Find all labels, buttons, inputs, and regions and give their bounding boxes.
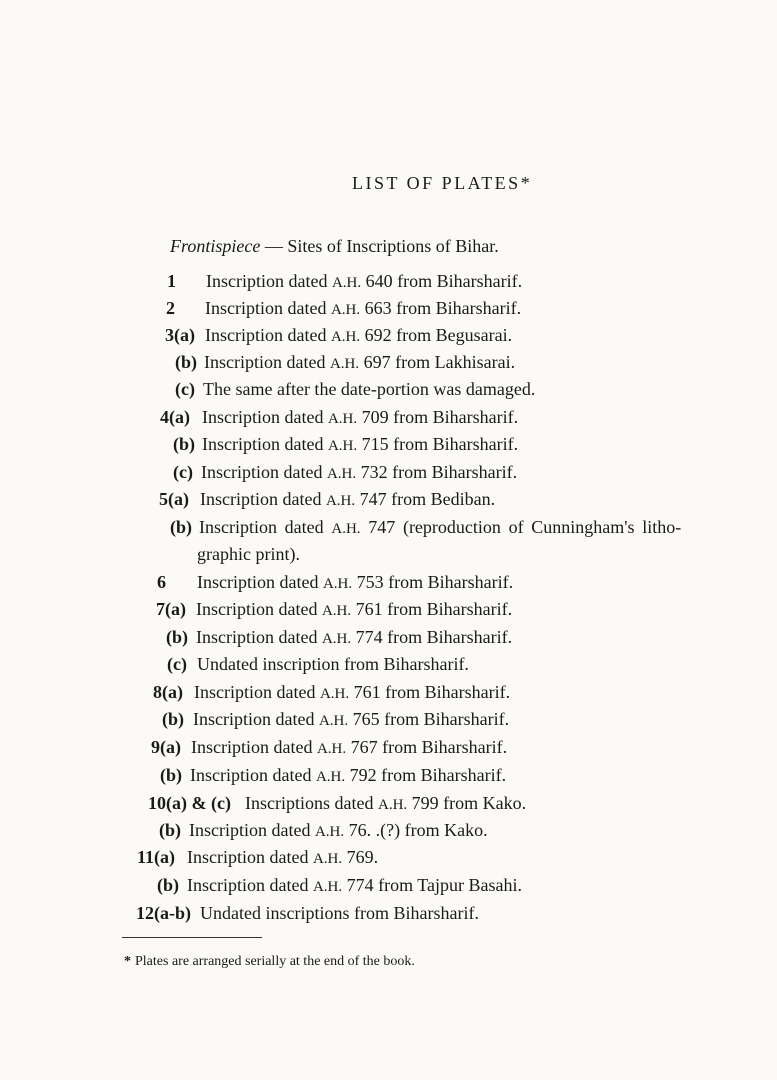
plate-description: Inscription dated A.H. 697 from Lakhisarai.: [204, 352, 516, 372]
plate-entry: [0, 571, 777, 593]
plate-entry: [0, 708, 777, 730]
plate-description: Undated inscriptions from Biharsharif.: [200, 903, 479, 923]
plate-description: Inscription dated A.H. 792 from Biharsharif.: [190, 765, 507, 785]
plate-description: Inscription dated A.H. 663 from Biharsharif.: [205, 298, 522, 318]
plate-description: Inscription dated A.H. 76. .(?) from Kako.: [189, 820, 488, 840]
plate-description: The same after the date-portion was damaged.: [203, 379, 536, 399]
plate-number: 3(a): [165, 325, 195, 345]
plate-description: Inscription dated A.H. 774 from Tajpur Basahi.: [187, 875, 523, 895]
plate-number: 10(a) & (c): [148, 793, 231, 813]
plate-number: 8(a): [153, 682, 183, 702]
plate-entry: [0, 792, 777, 814]
plate-number: 5(a): [159, 489, 189, 509]
plate-number: (b): [160, 765, 182, 785]
plate-entry: [0, 378, 777, 400]
plate-entry: [0, 819, 777, 841]
plate-number: (b): [157, 875, 179, 895]
plate-number: (b): [166, 627, 188, 647]
frontispiece-label: Frontispiece: [170, 236, 261, 256]
plate-number: (c): [173, 462, 193, 482]
plate-number: (c): [175, 379, 195, 399]
plate-number: (b): [175, 352, 197, 372]
plate-entry: [0, 874, 777, 896]
plate-description: Inscription dated A.H. 747 (reproduction of Cunningham's litho-: [199, 517, 682, 537]
plate-entry: [0, 902, 777, 924]
plate-number: (b): [170, 517, 192, 537]
plate-entry: [0, 764, 777, 786]
plate-number: 12(a-b): [136, 903, 191, 923]
plate-description: Inscription dated A.H. 747 from Bediban.: [200, 489, 496, 509]
plate-number: (b): [162, 709, 184, 729]
footnote-text: Plates are arranged serially at the end of the book.: [135, 954, 415, 969]
plate-description: Inscription dated A.H. 765 from Biharsharif.: [193, 709, 510, 729]
plate-description: Inscription dated A.H. 692 from Begusarai.: [205, 325, 513, 345]
frontispiece-text: Sites of Inscriptions of Bihar.: [287, 236, 499, 256]
plate-description: Inscription dated A.H. 761 from Biharsharif.: [196, 599, 513, 619]
plate-entry: [0, 324, 777, 346]
plate-description: Inscription dated A.H. 769.: [187, 847, 379, 867]
plate-entry: [0, 433, 777, 455]
page-title: [352, 172, 532, 194]
plate-entry: [0, 736, 777, 758]
plate-description: Inscription dated A.H. 767 from Biharsharif.: [191, 737, 508, 757]
plate-description: Inscription dated A.H. 709 from Biharsharif.: [202, 407, 519, 427]
plate-entry: [0, 516, 777, 566]
plate-number: 9(a): [151, 737, 181, 757]
plate-entry: [0, 653, 777, 675]
plate-number: 11(a): [137, 847, 175, 867]
plate-number: 7(a): [156, 599, 186, 619]
plate-entry: [0, 351, 777, 373]
plate-entry: [0, 488, 777, 510]
plate-description: Inscription dated A.H. 761 from Biharsharif.: [194, 682, 511, 702]
title-text: LIST OF PLATES: [352, 173, 521, 193]
plate-number: (c): [167, 654, 187, 674]
plate-description: Undated inscription from Biharsharif.: [197, 654, 469, 674]
plate-number: 4(a): [160, 407, 190, 427]
plate-entry: [0, 598, 777, 620]
plate-number: 2: [166, 298, 175, 318]
plate-description: Inscription dated A.H. 715 from Biharsharif.: [202, 434, 519, 454]
footnote: [124, 953, 415, 971]
footnote-rule: [122, 937, 262, 938]
title-footnote-marker: *: [520, 173, 533, 193]
plate-number: (b): [159, 820, 181, 840]
plate-description: Inscription dated A.H. 774 from Biharsharif.: [196, 627, 513, 647]
plate-description: Inscription dated A.H. 732 from Biharsharif.: [201, 462, 518, 482]
frontispiece-line: [170, 235, 499, 257]
plate-entry: [0, 406, 777, 428]
plate-number: 6: [157, 572, 166, 592]
plate-number: (b): [173, 434, 195, 454]
frontispiece-separator: —: [260, 236, 288, 256]
plate-description: Inscriptions dated A.H. 799 from Kako.: [245, 793, 527, 813]
plate-entry: [0, 681, 777, 703]
plate-entry: [0, 846, 777, 868]
plate-description: Inscription dated A.H. 640 from Biharsharif.: [206, 271, 523, 291]
plate-number: 1: [167, 271, 176, 291]
plate-entry: [0, 461, 777, 483]
plate-description: Inscription dated A.H. 753 from Biharsharif.: [197, 572, 514, 592]
plate-entry: [0, 297, 777, 319]
plate-entry: [0, 626, 777, 648]
footnote-marker: *: [124, 954, 131, 969]
plate-entry: [0, 270, 777, 292]
plate-description-continuation: graphic print).: [197, 544, 300, 564]
